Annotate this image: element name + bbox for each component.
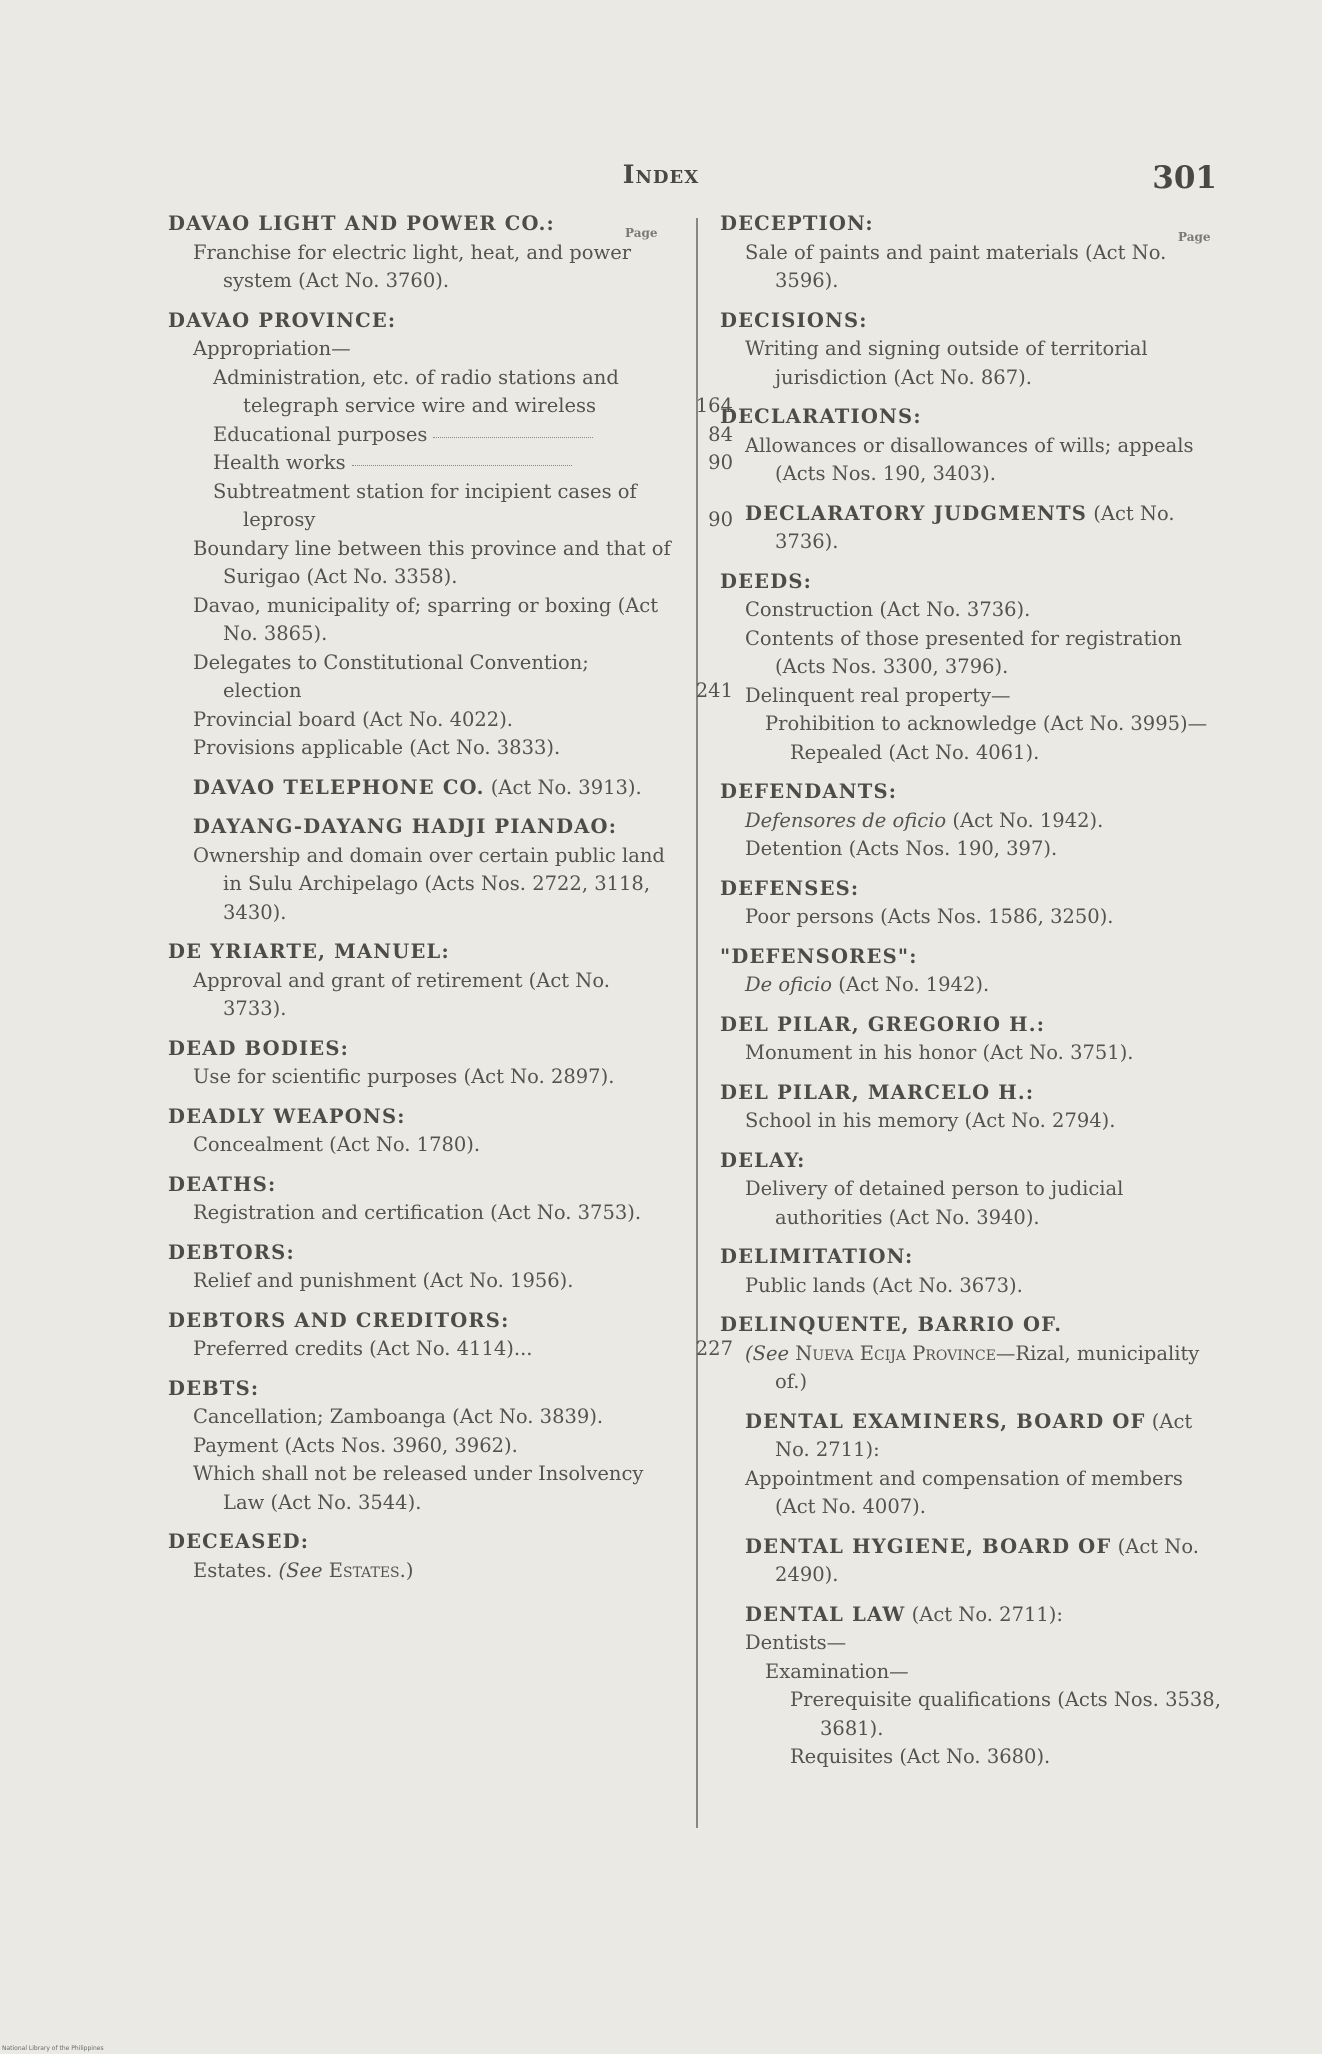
entry-line: Davao, municipality of; sparring or boxing (Act No. 3865). bbox=[193, 593, 659, 645]
entry-line: DENTAL HYGIENE, BOARD OF (Act No. 2490). bbox=[745, 1534, 1199, 1586]
entry-heading: DAVAO PROVINCE: bbox=[168, 308, 397, 332]
entry-line: Dentists— bbox=[745, 1631, 847, 1654]
index-entry bbox=[720, 1243, 1225, 1300]
index-entry bbox=[168, 938, 673, 1024]
index-entry bbox=[168, 1528, 673, 1585]
entry-heading: DEFENDANTS: bbox=[720, 780, 898, 803]
index-entry bbox=[720, 568, 1225, 768]
index-entry bbox=[720, 307, 1225, 393]
entry-heading: DEATHS: bbox=[168, 1172, 277, 1196]
entry-line: Provincial board (Act No. 4022). bbox=[193, 707, 513, 731]
entry-heading: DEL PILAR, MARCELO H.: bbox=[720, 1080, 1035, 1104]
entry-heading: DAYANG-DAYANG HADJI PIANDAO: bbox=[193, 815, 618, 838]
entry-line: Subtreatment station for incipient cases of leprosy 90 bbox=[168, 478, 673, 535]
entry-line: Monument in his honor (Act No. 3751). bbox=[745, 1041, 1134, 1064]
entry-line: Concealment (Act No. 1780). bbox=[193, 1133, 481, 1156]
entry-heading: DEBTORS: bbox=[168, 1240, 295, 1264]
index-entry bbox=[168, 307, 733, 763]
page-ref: 90 bbox=[708, 451, 733, 474]
entry-heading: DECLARATIONS: bbox=[720, 405, 922, 428]
entry-line: Delivery of detained person to judicial authorities (Act No. 3940). bbox=[745, 1177, 1124, 1229]
entry-line: Cancellation; Zamboanga (Act No. 3839). bbox=[193, 1405, 604, 1428]
entry-heading: DEBTORS AND CREDITORS: bbox=[168, 1308, 510, 1332]
entry-heading: DECLARATORY JUDGMENTS bbox=[745, 501, 1088, 525]
entry-line: Appropriation— bbox=[193, 337, 351, 360]
entry-heading: DENTAL EXAMINERS, BOARD OF bbox=[745, 1409, 1146, 1433]
entry-heading: DEAD BODIES: bbox=[168, 1036, 350, 1060]
entry-line: Preferred credits (Act No. 4114)... 227 bbox=[168, 1335, 673, 1364]
entry-heading: "DEFENSORES": bbox=[720, 944, 918, 968]
entry-heading: DECISIONS: bbox=[720, 308, 868, 332]
index-entry bbox=[720, 500, 1225, 557]
page-header-title: Index bbox=[622, 160, 700, 189]
entry-line: Repealed (Act No. 4061). bbox=[790, 740, 1040, 764]
index-entry bbox=[720, 1311, 1225, 1397]
entry-heading: DAVAO TELEPHONE CO. bbox=[193, 775, 485, 799]
entry-heading: DELINQUENTE, BARRIO OF. bbox=[720, 1313, 1063, 1336]
entry-line: Contents of those presented for registration (Acts Nos. 3300, 3796). bbox=[745, 626, 1182, 678]
entry-heading: DEEDS: bbox=[720, 569, 813, 593]
entry-line: Boundary line between this province and that of Surigao (Act No. 3358). bbox=[193, 536, 671, 588]
entry-line: Provisions applicable (Act No. 3833). bbox=[193, 736, 561, 759]
entry-line: DECLARATORY JUDGMENTS (Act No. 3736). bbox=[745, 501, 1175, 553]
entry-line: Estates. (See Estates.) bbox=[193, 1558, 414, 1582]
entry-heading: DAVAO LIGHT AND POWER CO.: bbox=[168, 212, 555, 235]
leader-dots bbox=[352, 461, 572, 466]
page-ref: 241 bbox=[695, 679, 733, 702]
entry-heading: DENTAL HYGIENE, BOARD OF bbox=[745, 1534, 1112, 1558]
entry-line: Sale of paints and paint materials (Act No. 3596). bbox=[745, 240, 1167, 292]
index-entry bbox=[720, 1147, 1225, 1233]
entry-line: Delegates to Constitutional Convention; election 241 bbox=[168, 649, 673, 706]
index-entry bbox=[168, 1375, 673, 1518]
index-entry bbox=[720, 875, 1225, 932]
index-entry bbox=[168, 1239, 673, 1296]
index-entry bbox=[168, 1171, 673, 1228]
page-ref: 84 bbox=[708, 422, 733, 446]
entry-line: Registration and certification (Act No. 3753). bbox=[193, 1201, 642, 1224]
entry-line: Prerequisite qualifications (Acts Nos. 3538, 3681). bbox=[790, 1688, 1221, 1740]
entry-line: Allowances or disallowances of wills; appeals (Acts Nos. 190, 3403). bbox=[745, 433, 1194, 485]
entry-line: (See Nueva Ecija Province—Rizal, municipality of.) bbox=[745, 1341, 1200, 1393]
entry-heading: DECEASED: bbox=[168, 1530, 310, 1553]
page-ref: 164 bbox=[695, 394, 733, 417]
index-entry bbox=[720, 1533, 1225, 1590]
page-ref: 90 bbox=[708, 508, 733, 531]
index-entry bbox=[720, 1011, 1225, 1068]
entry-line: Examination— bbox=[765, 1659, 909, 1683]
index-entry bbox=[168, 813, 673, 927]
entry-heading: DELAY: bbox=[720, 1148, 806, 1172]
entry-line: Defensores de oficio (Act No. 1942). bbox=[745, 808, 1104, 832]
page-number: 301 bbox=[1152, 160, 1217, 196]
entry-line: Poor persons (Acts Nos. 1586, 3250). bbox=[745, 905, 1114, 928]
index-entry bbox=[720, 1601, 1225, 1772]
entry-heading: DENTAL LAW bbox=[745, 1602, 906, 1626]
entry-heading: DEBTS: bbox=[168, 1376, 260, 1400]
entry-line: Which shall not be released under Insolvency Law (Act No. 3544). bbox=[193, 1462, 644, 1514]
page-label-right: Page bbox=[1178, 230, 1211, 244]
index-entry bbox=[720, 1408, 1225, 1522]
entry-line: Payment (Acts Nos. 3960, 3962). bbox=[193, 1433, 518, 1457]
entry-line: Public lands (Act No. 3673). bbox=[745, 1273, 1023, 1297]
entry-line: Educational purposes 84 bbox=[168, 421, 673, 450]
entry-line: Delinquent real property— bbox=[745, 683, 1011, 707]
index-entry bbox=[720, 210, 1225, 296]
index-entry bbox=[168, 210, 673, 296]
scan-credit: National Library of the Philippines bbox=[2, 2045, 104, 2052]
leader-dots bbox=[433, 433, 593, 438]
entry-heading: DEL PILAR, GREGORIO H.: bbox=[720, 1012, 1046, 1036]
entry-line: Ownership and domain over certain public land in Sulu Archipelago (Acts Nos. 2722, 3118, 3430). bbox=[193, 843, 665, 924]
entry-line: Detention (Acts Nos. 190, 397). bbox=[745, 837, 1058, 860]
entry-line: Appointment and compensation of members (Act No. 4007). bbox=[745, 1466, 1183, 1518]
entry-heading: DEADLY WEAPONS: bbox=[168, 1104, 406, 1128]
page-ref: 227 bbox=[695, 1337, 733, 1360]
entry-line: Construction (Act No. 3736). bbox=[745, 598, 1031, 621]
entry-line: DAVAO TELEPHONE CO. (Act No. 3913). bbox=[193, 775, 642, 799]
entry-line: Requisites (Act No. 3680). bbox=[790, 1745, 1051, 1768]
index-entry bbox=[720, 403, 1225, 489]
entry-heading: DE YRIARTE, MANUEL: bbox=[168, 940, 450, 963]
entry-heading: DECEPTION: bbox=[720, 212, 874, 235]
index-entry bbox=[168, 1103, 673, 1160]
index-entry bbox=[168, 1035, 673, 1092]
entry-line: Relief and punishment (Act No. 1956). bbox=[193, 1269, 574, 1292]
right-column bbox=[720, 210, 1225, 1783]
entry-line: DENTAL LAW (Act No. 2711): bbox=[745, 1602, 1063, 1626]
entry-line: Approval and grant of retirement (Act No. 3733). bbox=[193, 968, 610, 1020]
index-entry bbox=[168, 774, 673, 803]
entry-line: Administration, etc. of radio stations and telegraph service wire and wireless 164 bbox=[168, 364, 673, 421]
index-entry bbox=[720, 1079, 1225, 1136]
index-entry bbox=[168, 1307, 733, 1364]
page-label-left: Page bbox=[625, 226, 658, 240]
entry-line: Writing and signing outside of territorial jurisdiction (Act No. 867). bbox=[745, 337, 1148, 389]
entry-line: School in his memory (Act No. 2794). bbox=[745, 1109, 1116, 1132]
left-column bbox=[168, 210, 733, 1596]
index-entry bbox=[720, 778, 1225, 864]
entry-line: Health works 90 bbox=[168, 449, 673, 478]
entry-line: DENTAL EXAMINERS, BOARD OF (Act No. 2711): bbox=[745, 1409, 1193, 1461]
entry-line: De oficio (Act No. 1942). bbox=[745, 973, 990, 996]
entry-line: Prohibition to acknowledge (Act No. 3995)— bbox=[765, 712, 1208, 735]
index-entry bbox=[720, 943, 1225, 1000]
entry-line: Use for scientific purposes (Act No. 2897). bbox=[193, 1065, 615, 1088]
entry-line: Franchise for electric light, heat, and power system (Act No. 3760). bbox=[193, 240, 632, 292]
entry-heading: DELIMITATION: bbox=[720, 1245, 914, 1268]
entry-heading: DEFENSES: bbox=[720, 876, 860, 900]
